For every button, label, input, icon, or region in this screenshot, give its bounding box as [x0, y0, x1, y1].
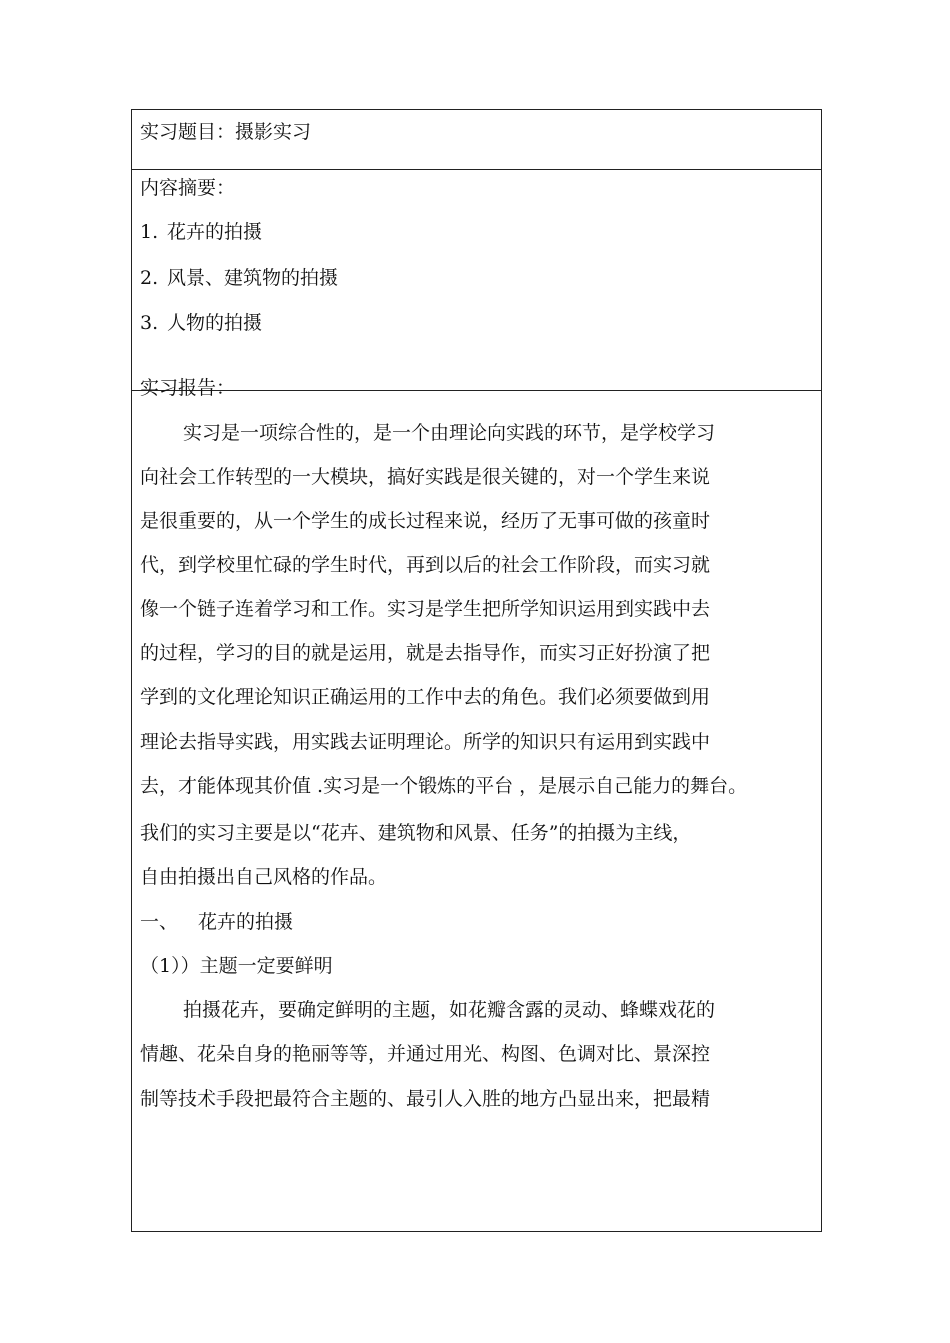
- section-number: 一、: [140, 911, 179, 933]
- paragraph-line: 是很重要的，从一个学生的成长过程来说，经历了无事可做的孩童时: [140, 510, 711, 532]
- paragraph-line: 制等技术手段把最符合主题的、最引人入胜的地方凸显出来，把最精: [140, 1088, 711, 1110]
- summary-item-number: 2.: [140, 267, 159, 289]
- summary-item-1: [140, 220, 262, 244]
- paragraph-line: 情趣、花朵自身的艳丽等等，并通过用光、构图、色调对比、景深控: [140, 1043, 711, 1065]
- paragraph-line: 理论去指导实践，用实践去证明理论。所学的知识只有运用到实践中: [140, 731, 711, 753]
- internship-title: 实习题目：摄影实习: [140, 121, 312, 143]
- row-divider-title: [131, 169, 822, 170]
- summary-item-text: 人物的拍摄: [167, 312, 263, 334]
- summary-item-text: 花卉的拍摄: [167, 221, 263, 243]
- subsection-heading: （1））主题一定要鲜明: [140, 955, 333, 977]
- section-title: 花卉的拍摄: [198, 911, 294, 933]
- summary-item-number: 1.: [140, 221, 159, 243]
- section-heading-flowers: [140, 910, 293, 934]
- paragraph-line: 实习是一项综合性的，是一个由理论向实践的环节，是学校学习: [183, 422, 716, 444]
- summary-item-3: [140, 311, 262, 335]
- summary-item-number: 3.: [140, 312, 159, 334]
- paragraph-line: 的过程，学习的目的就是运用，就是去指导作，而实习正好扮演了把: [140, 642, 711, 664]
- paragraph-line: 我们的实习主要是以“花卉、建筑物和风景、任务”的拍摄为主线，: [140, 822, 692, 844]
- summary-item-2: [140, 266, 338, 290]
- summary-item-text: 风景、建筑物的拍摄: [167, 267, 339, 289]
- paragraph-line: 拍摄花卉，要确定鲜明的主题，如花瓣含露的灵动、蜂蝶戏花的: [183, 999, 716, 1021]
- paragraph-line: 学到的文化理论知识正确运用的工作中去的角色。我们必须要做到用: [140, 686, 711, 708]
- summary-heading: 内容摘要：: [140, 177, 236, 199]
- paragraph-line: 去，才能体现其价值 .实习是一个锻炼的平台 ，是展示自己能力的舞台。: [140, 775, 748, 797]
- paragraph-line: 代，到学校里忙碌的学生时代，再到以后的社会工作阶段，而实习就: [140, 554, 711, 576]
- paragraph-line: 自由拍摄出自己风格的作品。: [140, 866, 388, 888]
- paragraph-line: 像一个链子连着学习和工作。实习是学生把所学知识运用到实践中去: [140, 598, 711, 620]
- report-heading: 实习报告：: [140, 377, 236, 399]
- paragraph-line: 向社会工作转型的一大模块，搞好实践是很关键的，对一个学生来说: [140, 466, 711, 488]
